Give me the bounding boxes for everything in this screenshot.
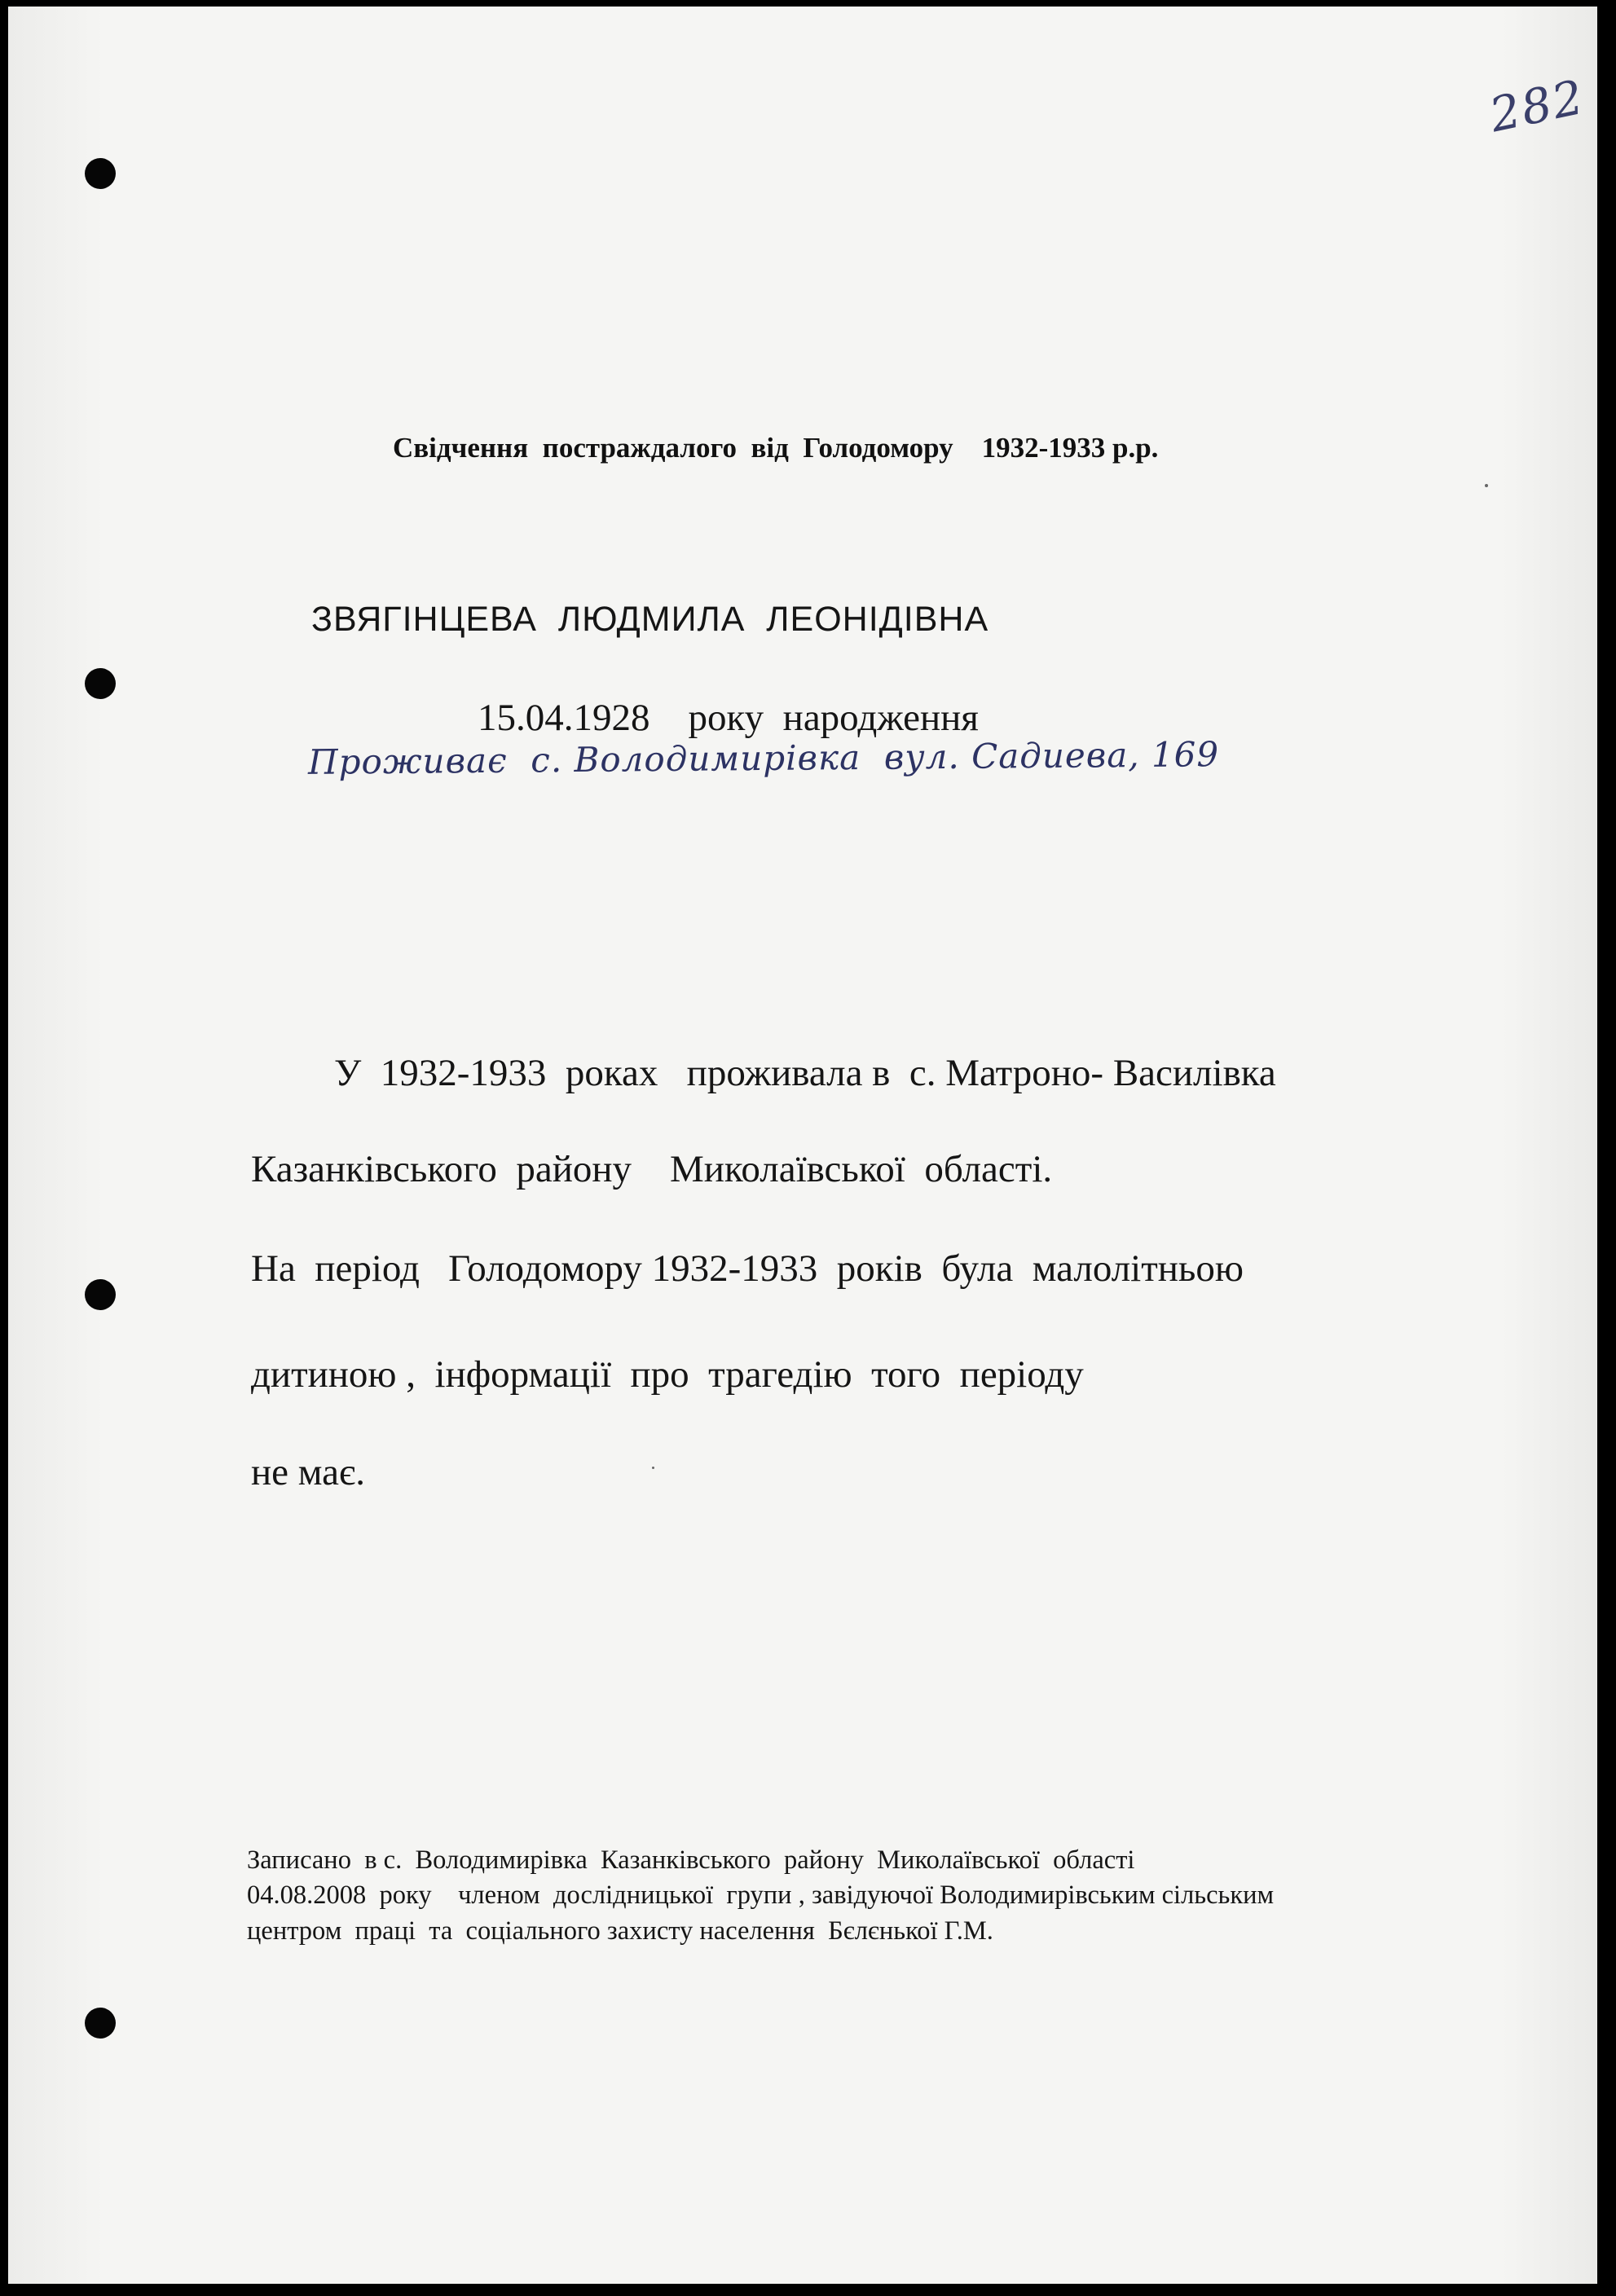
page-number: 282 [1485,68,1590,143]
punch-hole-3 [85,1279,116,1310]
body-line-1: У 1932-1933 роках проживала в с. Матроно- Василівка [334,1052,1276,1094]
body-line-3: На період Голодомору 1932-1933 років була малолітньою [251,1247,1244,1290]
footer-line-2: 04.08.2008 року членом дослідницької групи , завідуючої Володимирівським сільським [247,1880,1275,1910]
body-line-5: не має. [251,1451,365,1493]
body-line-4: дитиною , інформації про трагедію того періоду [251,1353,1084,1396]
punch-hole-4 [85,2008,116,2039]
body-line-2: Казанківського району Миколаївської області. [251,1148,1053,1190]
document-page [8,7,1597,2284]
paper-speck [652,1467,654,1469]
document-heading: Свідчення постраждалого від Голодомору 1932-1933 р.р. [393,432,1159,464]
handwritten-address: Проживає с. Володимирівка вул. Садиева, 169 [307,734,1220,782]
birth-date: 15.04.1928 року народження [478,697,979,739]
punch-hole-1 [85,158,116,189]
witness-name: ЗВЯГІНЦЕВА ЛЮДМИЛА ЛЕОНІДІВНА [311,600,989,639]
punch-hole-2 [85,668,116,699]
footer-line-3: центром праці та соціального захисту населення Бєлєнької Г.М. [247,1916,993,1946]
footer-line-1: Записано в с. Володимирівка Казанківського району Миколаївської області [247,1845,1135,1875]
paper-speck [1485,484,1488,487]
